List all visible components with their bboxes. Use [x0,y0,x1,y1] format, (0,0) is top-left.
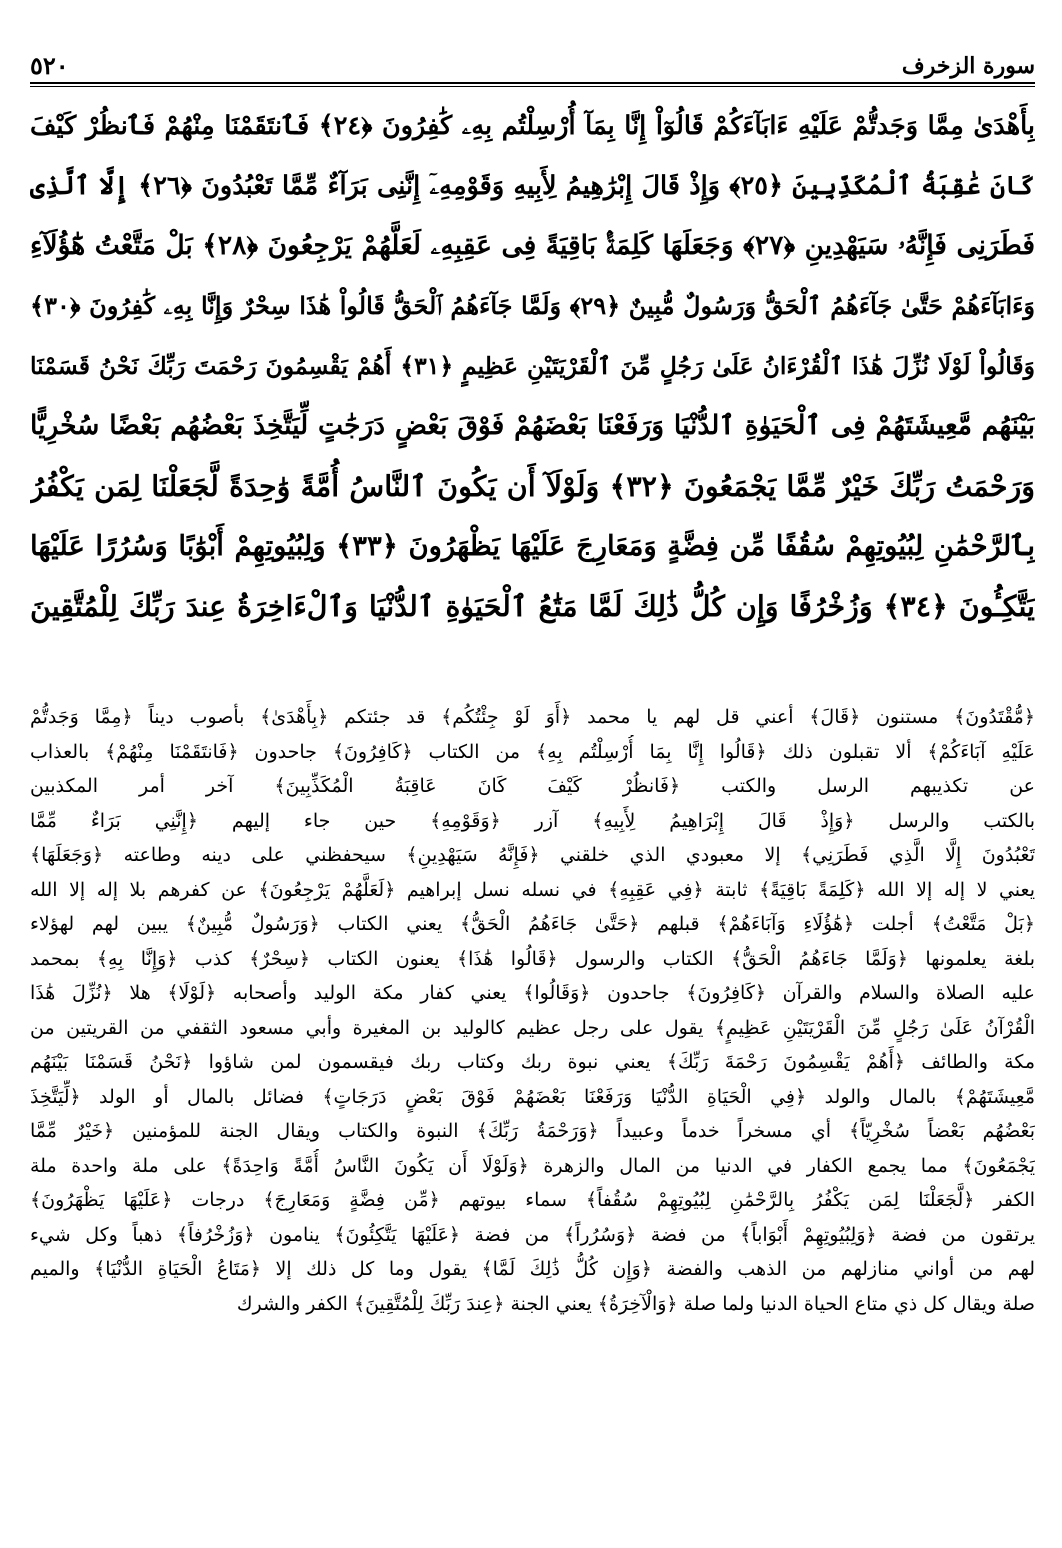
page-number: ٥٢٠ [30,51,69,80]
tafsir-line: ﴿مُّقْتَدُونَ﴾ مستنون ﴿قَالَ﴾ أعني قل لهم يا محمد ﴿أَوَ لَوْ جِئْتُكُم﴾ قد جئتكم ﴿بِأَهْدَىٰ﴾ بأصوب ديناً ﴿مِمَّا وَجَدتُّمْ [30,706,1035,728]
quran-line: يَتَّكِـُٔونَ ﴿٣٤﴾ وَزُخْرُفًا وَإِن كُلُّ ذَٰلِكَ لَمَّا مَتَٰعُ ٱلْحَيَوٰةِ ٱلدُّنْيَا وَٱلْءَاخِرَةُ عِندَ رَبِّكَ لِلْمُتَّقِينَ [30,589,1035,623]
header-rule [30,82,1035,84]
surah-title: سورة الزخرف [901,53,1035,79]
tafsir-line: مَّعِيشَتَهُمْ﴾ بالمال والولد ﴿فِي الْحَيَاةِ الدُّنْيَا وَرَفَعْنَا بَعْضَهُمْ فَوْقَ بَعْضٍ دَرَجَاتٍ﴾ فضائل بالمال أو الولد ﴿لِّيَتَّخِذَ [30,1085,1035,1108]
quran-line: بِٱلرَّحْمَٰنِ لِبُيُوتِهِمْ سُقُفًا مِّن فِضَّةٍ وَمَعَارِجَ عَلَيْهَا يَظْهَرُونَ ﴿٣٣﴾ وَلِبُيُوتِهِمْ أَبْوَٰبًا وَسُرُرًا عَلَيْهَا [30,530,1035,562]
quran-line: وَءَابَآءَهُمْ حَتَّىٰ جَآءَهُمُ ٱلْحَقُّ وَرَسُولٌ مُّبِينٌ ﴿٢٩﴾ وَلَمَّا جَآءَهُمُ ٱلْحَقُّ قَالُواْ هَٰذَا سِحْرٌ وَإِنَّا بِهِۦ كَٰفِرُونَ ﴿٣٠﴾ [30,291,1035,320]
quran-line: وَقَالُواْ لَوْلَا نُزِّلَ هَٰذَا ٱلْقُرْءَانُ عَلَىٰ رَجُلٍ مِّنَ ٱلْقَرْيَتَيْنِ عَظِيمٍ ﴿٣١﴾ أَهُمْ يَقْسِمُونَ رَحْمَتَ رَبِّكَ نَحْنُ قَسَمْنَا [30,352,1035,380]
quran-line: بِأَهْدَىٰ مِمَّا وَجَدتُّمْ عَلَيْهِ ءَابَآءَكُمْ قَالُوٓاْ إِنَّا بِمَآ أُرْسِلْتُم بِهِۦ كَٰفِرُونَ ﴿٢٤﴾ فَٱنتَقَمْنَا مِنْهُمْ فَٱنظُرْ كَيْفَ [30,111,1035,141]
header-rule-thin [30,86,1035,87]
page-header [30,52,1035,86]
quran-line: وَرَحْمَتُ رَبِّكَ خَيْرٌ مِّمَّا يَجْمَعُونَ ﴿٣٢﴾ وَلَوْلَآ أَن يَكُونَ ٱلنَّاسُ أُمَّةً وَٰحِدَةً لَّجَعَلْنَا لِمَن يَكْفُرُ [30,469,1035,503]
tafsir-line: صلة ويقال كل ذي متاع الحياة الدنيا ولما صلة ﴿وَالْآخِرَةُ﴾ يعني الجنة ﴿عِندَ رَبِّكَ لِلْمُتَّقِينَ﴾ الكفر والشرك [236,1292,1035,1315]
tafsir-line: مكة والطائف ﴿أَهُمْ يَقْسِمُونَ رَحْمَةَ رَبِّكَ﴾ يعني نبوة ربك وكتاب ربك فيقسمون لمن شاؤوا ﴿نَحْنُ قَسَمْنَا بَيْنَهُم [30,1051,1035,1073]
tafsir-line: يعني لا إله إلا الله ﴿كَلِمَةً بَاقِيَةً﴾ ثابتة ﴿فِي عَقِبِهِ﴾ في نسله نسل إبراهيم ﴿لَعَلَّهُمْ يَرْجِعُونَ﴾ عن كفرهم بلا إله إلا الله [30,878,1035,901]
tafsir-line: بَعْضُهُم بَعْضاً سُخْرِيّاً﴾ أي مسخراً خدماً وعبيداً ﴿وَرَحْمَةُ رَبِّكَ﴾ النبوة والكتاب ويقال الجنة للمؤمنين ﴿خَيْرٌ مِّمَّا [30,1120,1035,1142]
quran-line: فَطَرَنِى فَإِنَّهُۥ سَيَهْدِينِ ﴿٢٧﴾ وَجَعَلَهَا كَلِمَةًۢ بَاقِيَةً فِى عَقِبِهِۦ لَعَلَّهُمْ يَرْجِعُونَ ﴿٢٨﴾ بَلْ مَتَّعْتُ هَٰٓؤُلَآءِ [30,230,1035,261]
tafsir-line: يَجْمَعُونَ﴾ مما يجمع الكفار في الدنيا من المال والزهرة ﴿وَلَوْلَا أَن يَكُونَ النَّاسُ أُمَّةً وَاحِدَةً﴾ على ملة واحدة ملة [30,1154,1035,1177]
tafsir-line: الْقُرْآنُ عَلَىٰ رَجُلٍ مِّنَ الْقَرْيَتَيْنِ عَظِيمٍ﴾ يقول على رجل عظيم كالوليد بن المغيرة وأبي مسعود الثقفي من القريتين من [30,1016,1035,1039]
quran-text-block [30,96,1035,636]
tafsir-line: عليه الصلاة والسلام والقرآن ﴿كَافِرُونَ﴾ جاحدون ﴿وَقَالُوا﴾ يعني كفار مكة الوليد وأصحابه ﴿لَوْلَا﴾ هلا ﴿نُزِّلَ هَٰذَا [30,982,1035,1004]
tafsir-line: الكفر ﴿لَّجَعَلْنَا لِمَن يَكْفُرُ بِالرَّحْمَٰنِ لِبُيُوتِهِمْ سُقُفاً﴾ سماء بيوتهم ﴿مِّن فِضَّةٍ وَمَعَارِجَ﴾ درجات ﴿عَلَيْهَا يَظْهَرُونَ﴾ [30,1189,1035,1211]
tafsir-line: عن تكذيبهم الرسل والكتب ﴿فَانظُرْ كَيْفَ كَانَ عَاقِبَةُ الْمُكَذِّبِينَ﴾ آخر أمر المكذبين [30,775,1035,797]
quran-line: كَانَ عَٰقِبَةُ ٱلْمُكَذِّبِينَ ﴿٢٥﴾ وَإِذْ قَالَ إِبْرَٰهِيمُ لِأَبِيهِ وَقَوْمِهِۦٓ إِنَّنِى بَرَآءٌ مِّمَّا تَعْبُدُونَ ﴿٢٦﴾ إِلَّا ٱلَّذِى [30,171,1035,201]
tafsir-line: بلغة يعلمونها ﴿وَلَمَّا جَاءَهُمُ الْحَقُّ﴾ الكتاب والرسول ﴿قَالُوا هَٰذَا﴾ يعنون الكتاب ﴿سِحْرٌ﴾ كذب ﴿وَإِنَّا بِهِ﴾ بمحمد [30,947,1035,970]
tafsir-line: بالكتب والرسل ﴿وَإِذْ قَالَ إِبْرَاهِيمُ لِأَبِيهِ﴾ آزر ﴿وَقَوْمِهِ﴾ حين جاء إليهم ﴿إِنَّنِي بَرَاءٌ مِّمَّا [30,809,1035,832]
quran-line: بَيْنَهُم مَّعِيشَتَهُمْ فِى ٱلْحَيَوٰةِ ٱلدُّنْيَا وَرَفَعْنَا بَعْضَهُمْ فَوْقَ بَعْضٍ دَرَجَٰتٍ لِّيَتَّخِذَ بَعْضُهُم بَعْضًا سُخْرِيًّا [30,410,1035,441]
tafsir-line: ﴿بَلْ مَتَّعْتُ﴾ أجلت ﴿هَٰؤُلَاءِ وَآبَاءَهُمْ﴾ قبلهم ﴿حَتَّىٰ جَاءَهُمُ الْحَقُّ﴾ يعني الكتاب ﴿وَرَسُولٌ مُّبِينٌ﴾ يبين لهم لهؤلاء [30,913,1035,935]
tafsir-line: تَعْبُدُونَ إِلَّا الَّذِي فَطَرَنِي﴾ إلا معبودي الذي خلقني ﴿فَإِنَّهُ سَيَهْدِينِ﴾ سيحفظني على دينه وطاعته ﴿وَجَعَلَهَا﴾ [30,844,1035,866]
tafsir-line: يرتقون من فضة ﴿وَلِبُيُوتِهِمْ أَبْوَاباً﴾ من فضة ﴿وَسُرُراً﴾ من فضة ﴿عَلَيْهَا يَتَّكِئُونَ﴾ ينامون ﴿وَزُخْرُفاً﴾ ذهباً وكل شيء [30,1223,1035,1246]
tafsir-text-block [30,700,1035,1321]
tafsir-line: عَلَيْهِ آبَاءَكُمْ﴾ ألا تقبلون ذلك ﴿قَالُوا إِنَّا بِمَا أُرْسِلْتُم بِهِ﴾ من الكتاب ﴿كَافِرُونَ﴾ جاحدون ﴿فَانتَقَمْنَا مِنْهُمْ﴾ بالعذاب [30,740,1035,763]
tafsir-line: لهم من أواني منازلهم من الذهب والفضة ﴿وَإِن كُلُّ ذَٰلِكَ لَمَّا﴾ يقول وما كل ذلك إلا ﴿مَتَاعُ الْحَيَاةِ الدُّنْيَا﴾ والميم [30,1258,1035,1280]
